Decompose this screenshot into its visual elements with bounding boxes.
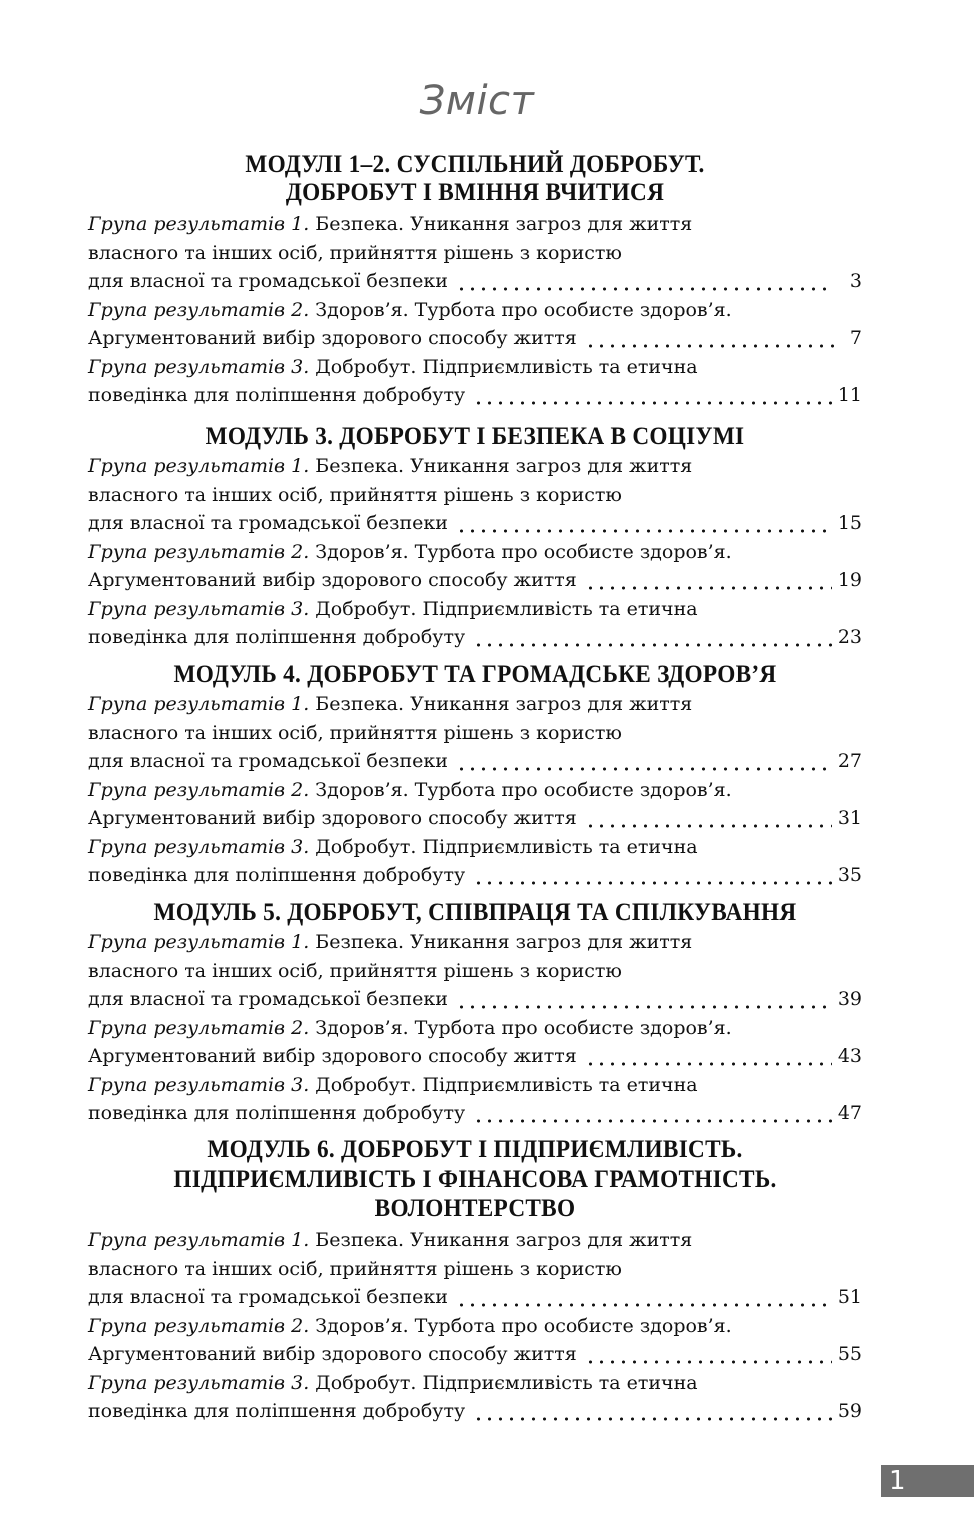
entry-title: Здоров’я. Турбота про особисте здоров’я.: [309, 1016, 732, 1039]
entry-title: для власної та громадської безпеки: [88, 512, 448, 534]
group-label: Група результатів 1.: [88, 693, 310, 715]
entry-title: для власної та громадської безпеки: [88, 270, 448, 292]
page-ref: 11: [837, 384, 862, 406]
toc-entry-line: [88, 296, 862, 324]
dot-leader: [471, 381, 832, 409]
entry-text: [88, 719, 622, 747]
entry-text: [88, 296, 732, 324]
toc-entry-line: [88, 452, 862, 480]
entry-title: Безпека. Уникання загроз для життя: [309, 931, 693, 953]
entry-text: [88, 1226, 692, 1254]
entry-title: Здоров’я. Турбота про особисте здоров’я.: [309, 1314, 732, 1337]
entry-title: Здоров’я. Турбота про особисте здоров’я.: [309, 298, 732, 321]
page-ref: 7: [849, 327, 862, 349]
entry-text: [88, 566, 577, 594]
entry-title: Здоров’я. Турбота про особисте здоров’я.: [309, 540, 732, 563]
entry-text: [88, 1369, 698, 1397]
page-ref: 47: [837, 1102, 862, 1124]
toc-entry-line[interactable]: [88, 381, 862, 409]
page-ref: 23: [837, 626, 862, 648]
entry-text: [88, 324, 577, 352]
entry-title: поведінка для поліпшення добробуту: [88, 1102, 466, 1124]
entry-title: Безпека. Уникання загроз для життя: [309, 213, 693, 235]
toc-entry-line[interactable]: [88, 804, 862, 832]
group-label: Група результатів 2.: [88, 298, 310, 321]
entry-title: Добробут. Підприємливість та етична: [309, 835, 698, 858]
toc-entry-line[interactable]: [88, 1340, 862, 1368]
entry-title: власного та інших осіб, прийняття рішень з користю: [88, 483, 622, 506]
toc-entry-line: [88, 1255, 862, 1283]
entry-text: [88, 595, 698, 623]
entry-title: поведінка для поліпшення добробуту: [88, 384, 466, 406]
toc-entry-line: [88, 776, 862, 804]
dot-leader: [583, 804, 832, 832]
entry-text: [88, 1099, 465, 1127]
entry-title: власного та інших осіб, прийняття рішень з користю: [88, 1257, 622, 1280]
dot-leader: [454, 1283, 832, 1311]
page-ref: 27: [837, 750, 862, 772]
group-label: Група результатів 1.: [88, 931, 310, 953]
module-heading: ВОЛОНТЕРСТВО: [374, 1195, 576, 1222]
entry-text: [88, 861, 465, 889]
toc-entry-line: [88, 239, 862, 267]
dot-leader: [454, 267, 834, 295]
toc-entry-line: [88, 210, 862, 238]
entry-text: [88, 804, 577, 832]
dot-leader: [583, 1340, 832, 1368]
entry-title: Безпека. Уникання загроз для життя: [309, 1229, 693, 1251]
page-number-tab: 1: [881, 1465, 974, 1497]
entry-text: [88, 1283, 448, 1311]
toc-entry-line: [88, 1369, 862, 1397]
entry-title: Безпека. Уникання загроз для життя: [309, 455, 693, 477]
entry-title: Аргументований вибір здорового способу життя: [88, 1343, 577, 1365]
dot-leader: [583, 566, 832, 594]
entry-title: власного та інших осіб, прийняття рішень з користю: [88, 721, 622, 744]
entry-text: [88, 538, 732, 566]
entry-text: [88, 1071, 698, 1099]
toc-entry-line[interactable]: [88, 623, 862, 651]
entry-title: власного та інших осіб, прийняття рішень з користю: [88, 241, 622, 264]
group-label: Група результатів 2.: [88, 1016, 310, 1039]
module-heading: МОДУЛЬ 3. ДОБРОБУТ І БЕЗПЕКА В СОЦІУМІ: [205, 423, 745, 450]
page-ref: 3: [849, 270, 862, 292]
entry-text: [88, 267, 448, 295]
dot-leader: [454, 747, 832, 775]
toc-entry-line[interactable]: [88, 861, 862, 889]
group-label: Група результатів 1.: [88, 1229, 310, 1251]
group-label: Група результатів 1.: [88, 455, 310, 477]
entry-title: поведінка для поліпшення добробуту: [88, 626, 466, 648]
page-ref: 35: [837, 864, 862, 886]
toc-entry-line: [88, 957, 862, 985]
toc-entry-line[interactable]: [88, 747, 862, 775]
entry-title: власного та інших осіб, прийняття рішень з користю: [88, 959, 622, 982]
entry-text: [88, 1255, 622, 1283]
entry-title: Добробут. Підприємливість та етична: [309, 1073, 698, 1096]
entry-text: [88, 1042, 577, 1070]
module-heading: ПІДПРИЄМЛИВІСТЬ І ФІНАНСОВА ГРАМОТНІСТЬ.: [173, 1166, 777, 1193]
toc-entry-line: [88, 538, 862, 566]
entry-title: Аргументований вибір здорового способу життя: [88, 1045, 577, 1067]
dot-leader: [583, 324, 834, 352]
entry-text: [88, 239, 622, 267]
page-ref: 51: [837, 1286, 862, 1308]
entry-title: поведінка для поліпшення добробуту: [88, 864, 466, 886]
entry-title: Аргументований вибір здорового способу життя: [88, 807, 577, 829]
module-heading: ДОБРОБУТ І ВМІННЯ ВЧИТИСЯ: [285, 179, 665, 206]
group-label: Група результатів 2.: [88, 1314, 310, 1337]
page-ref: 15: [837, 512, 862, 534]
dot-leader: [471, 1099, 832, 1127]
entry-title: для власної та громадської безпеки: [88, 1286, 448, 1308]
entry-title: Добробут. Підприємливість та етична: [309, 355, 698, 378]
entry-title: Аргументований вибір здорового способу життя: [88, 327, 577, 349]
toc-entry-line[interactable]: [88, 324, 862, 352]
toc-entry-line[interactable]: [88, 1099, 862, 1127]
entry-text: [88, 509, 448, 537]
entry-title: для власної та громадської безпеки: [88, 750, 448, 772]
entry-title: Аргументований вибір здорового способу життя: [88, 569, 577, 591]
entry-text: [88, 928, 692, 956]
toc-entry-line[interactable]: [88, 509, 862, 537]
entry-text: [88, 776, 732, 804]
dot-leader: [454, 985, 832, 1013]
page-ref: 55: [837, 1343, 862, 1365]
entry-text: [88, 623, 465, 651]
entry-text: [88, 353, 698, 381]
toc-entry-line[interactable]: [88, 1397, 862, 1425]
group-label: Група результатів 2.: [88, 778, 310, 801]
entry-text: [88, 452, 692, 480]
page-title: Зміст: [419, 78, 535, 124]
entry-text: [88, 210, 692, 238]
toc-entry-line[interactable]: [88, 267, 862, 295]
entry-text: [88, 481, 622, 509]
toc-entry-line: [88, 595, 862, 623]
entry-text: [88, 1014, 732, 1042]
toc-entry-line: [88, 833, 862, 861]
entry-title: для власної та громадської безпеки: [88, 988, 448, 1010]
toc-entry-line: [88, 1071, 862, 1099]
toc-entry-line: [88, 481, 862, 509]
entry-title: поведінка для поліпшення добробуту: [88, 1400, 466, 1422]
toc-entry-line: [88, 690, 862, 718]
group-label: Група результатів 3.: [88, 1371, 310, 1394]
entry-title: Безпека. Уникання загроз для життя: [309, 693, 693, 715]
module-heading: МОДУЛІ 1–2. СУСПІЛЬНИЙ ДОБРОБУТ.: [245, 151, 705, 178]
page-ref: 39: [837, 988, 862, 1010]
toc-entry-line: [88, 719, 862, 747]
entry-text: [88, 747, 448, 775]
group-label: Група результатів 3.: [88, 355, 310, 378]
page-ref: 59: [837, 1400, 862, 1422]
entry-text: [88, 690, 692, 718]
toc-entry-line: [88, 928, 862, 956]
toc-entry-line: [88, 1312, 862, 1340]
entry-title: Здоров’я. Турбота про особисте здоров’я.: [309, 778, 732, 801]
entry-text: [88, 381, 465, 409]
entry-text: [88, 985, 448, 1013]
module-heading: МОДУЛЬ 5. ДОБРОБУТ, СПІВПРАЦЯ ТА СПІЛКУВАННЯ: [153, 899, 797, 926]
toc-entry-line[interactable]: [88, 985, 862, 1013]
toc-entry-line[interactable]: [88, 1042, 862, 1070]
entry-title: Добробут. Підприємливість та етична: [309, 597, 698, 620]
dot-leader: [454, 509, 832, 537]
toc-entry-line: [88, 1014, 862, 1042]
module-heading: МОДУЛЬ 6. ДОБРОБУТ І ПІДПРИЄМЛИВІСТЬ.: [207, 1136, 743, 1163]
group-label: Група результатів 2.: [88, 540, 310, 563]
dot-leader: [471, 1397, 832, 1425]
entry-text: [88, 1312, 732, 1340]
entry-text: [88, 1397, 465, 1425]
page-ref: 43: [837, 1045, 862, 1067]
entry-text: [88, 1340, 577, 1368]
entry-text: [88, 957, 622, 985]
group-label: Група результатів 1.: [88, 213, 310, 235]
page-ref: 19: [837, 569, 862, 591]
group-label: Група результатів 3.: [88, 835, 310, 858]
entry-title: Добробут. Підприємливість та етична: [309, 1371, 698, 1394]
toc-entry-line: [88, 1226, 862, 1254]
dot-leader: [471, 623, 832, 651]
entry-text: [88, 833, 698, 861]
dot-leader: [471, 861, 832, 889]
group-label: Група результатів 3.: [88, 597, 310, 620]
toc-entry-line[interactable]: [88, 1283, 862, 1311]
toc-entry-line[interactable]: [88, 566, 862, 594]
toc-entry-line: [88, 353, 862, 381]
module-heading: МОДУЛЬ 4. ДОБРОБУТ ТА ГРОМАДСЬКЕ ЗДОРОВ’Я: [173, 661, 777, 688]
page-ref: 31: [837, 807, 862, 829]
dot-leader: [583, 1042, 832, 1070]
group-label: Група результатів 3.: [88, 1073, 310, 1096]
